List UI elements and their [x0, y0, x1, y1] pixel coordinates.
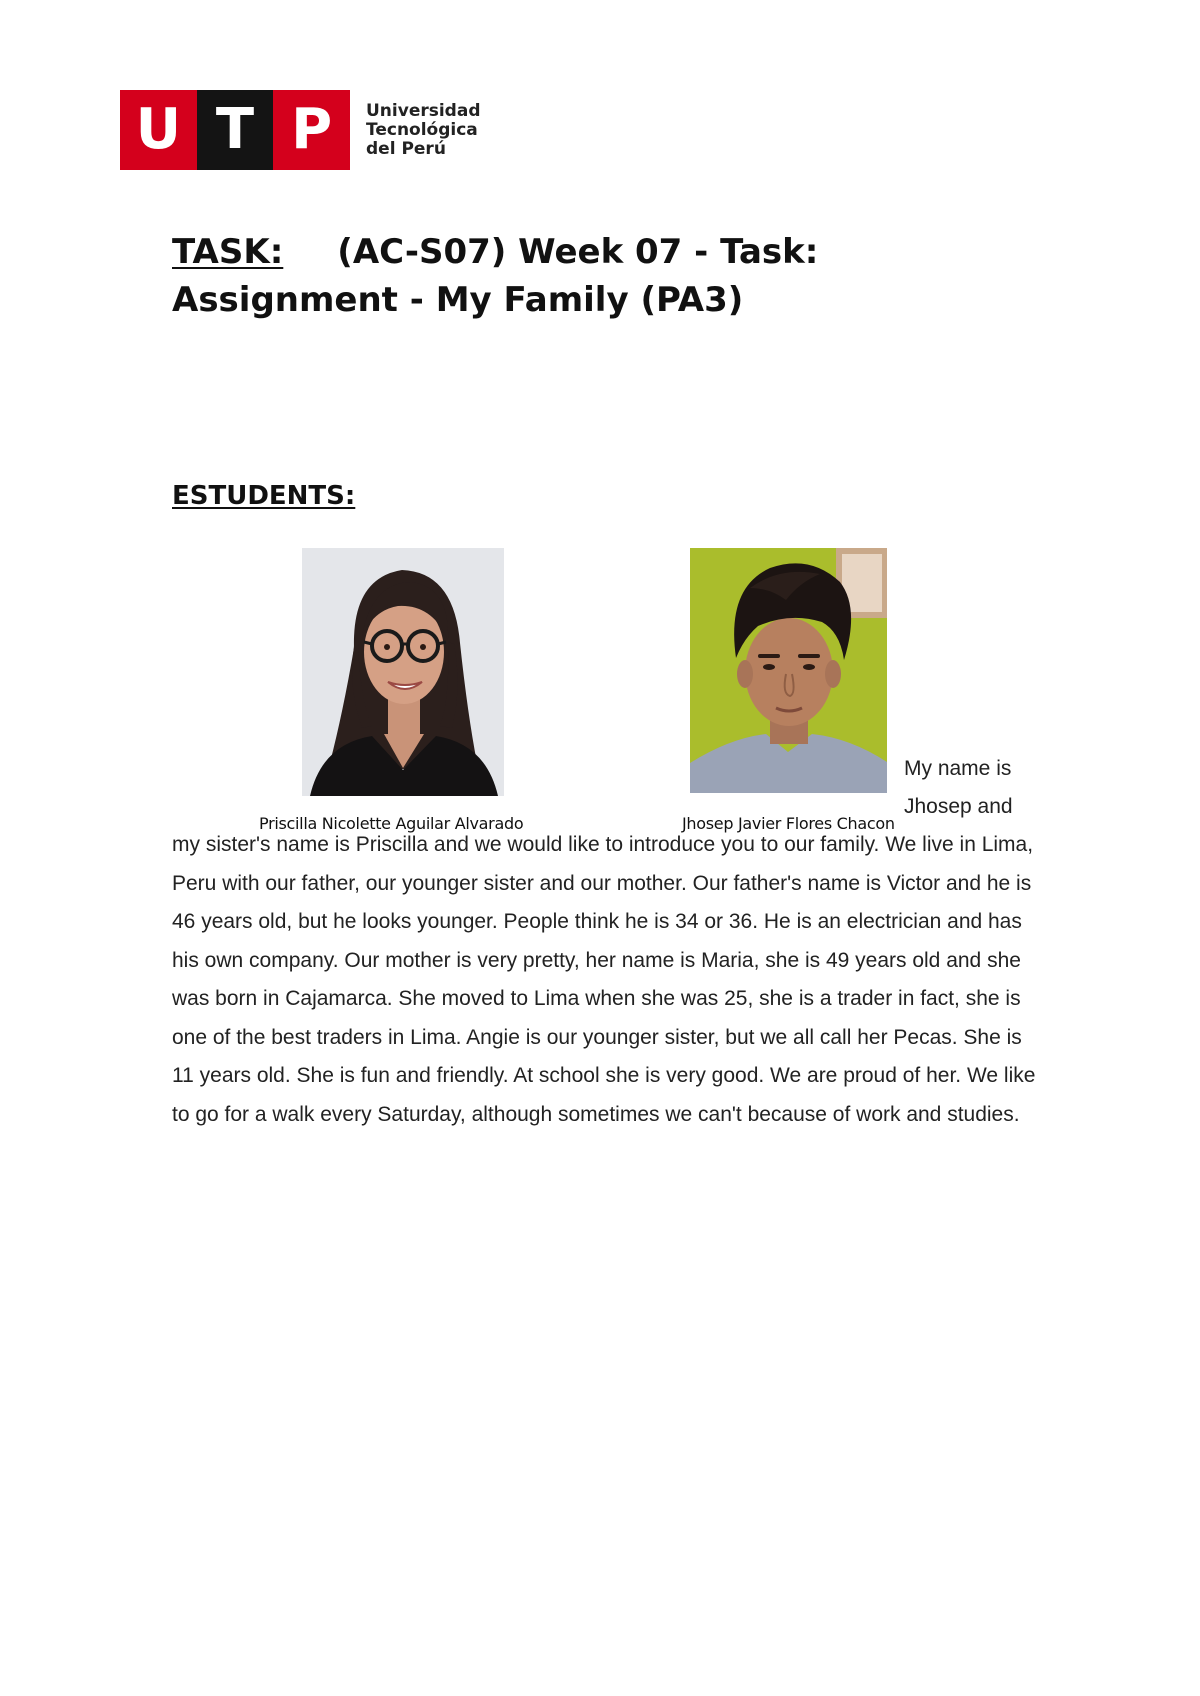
paragraph-start: My name is Jhosep and	[904, 757, 1013, 818]
university-name-line: del Perú	[366, 138, 446, 159]
student-photo-jhosep	[690, 548, 887, 793]
task-title	[172, 228, 1052, 324]
utp-logo	[120, 90, 480, 170]
logo-letter-t: T	[197, 90, 274, 170]
portrait-man-image	[690, 548, 887, 793]
university-name-line: Tecnológica	[366, 119, 478, 140]
family-paragraph: my sister's name is Priscilla and we would like to introduce you to our family. We live in Lima, Peru with our father, our younger sister and our mother. Our father's name is Victor and he is 46 years old, but he looks younger. People think he is 34 or 36. He is an electrician and has his own company. Our mother is very pretty, her name is Maria, she is 49 years old and she was born in Cajamarca. She moved to Lima when she was 25, she is a trader in fact, she is one of the best traders in Lima. Angie is our younger sister, but we all call her Pecas. She is 11 years old. She is fun and friendly. At school she is very good. We are proud of her. We like to go for a walk every Saturday, although sometimes we can't because of work and studies.	[172, 833, 1036, 1126]
logo-letter-u: U	[120, 90, 197, 170]
students-heading: ESTUDENTS:	[172, 481, 356, 511]
logo-letter-p: P	[273, 90, 350, 170]
student-photo-priscilla	[302, 548, 504, 796]
task-title-text: (AC-S07) Week 07 - Task: Assignment - My Family (PA3)	[172, 232, 819, 320]
student-name-priscilla: Priscilla Nicolette Aguilar Alvarado	[259, 814, 524, 833]
university-name	[366, 102, 480, 159]
utp-logo-mark	[120, 90, 350, 170]
task-label: TASK:	[172, 232, 284, 272]
university-name-line: Universidad	[366, 100, 481, 121]
student-name-jhosep: Jhosep Javier Flores Chacon	[682, 814, 895, 833]
portrait-woman-image	[302, 548, 504, 796]
